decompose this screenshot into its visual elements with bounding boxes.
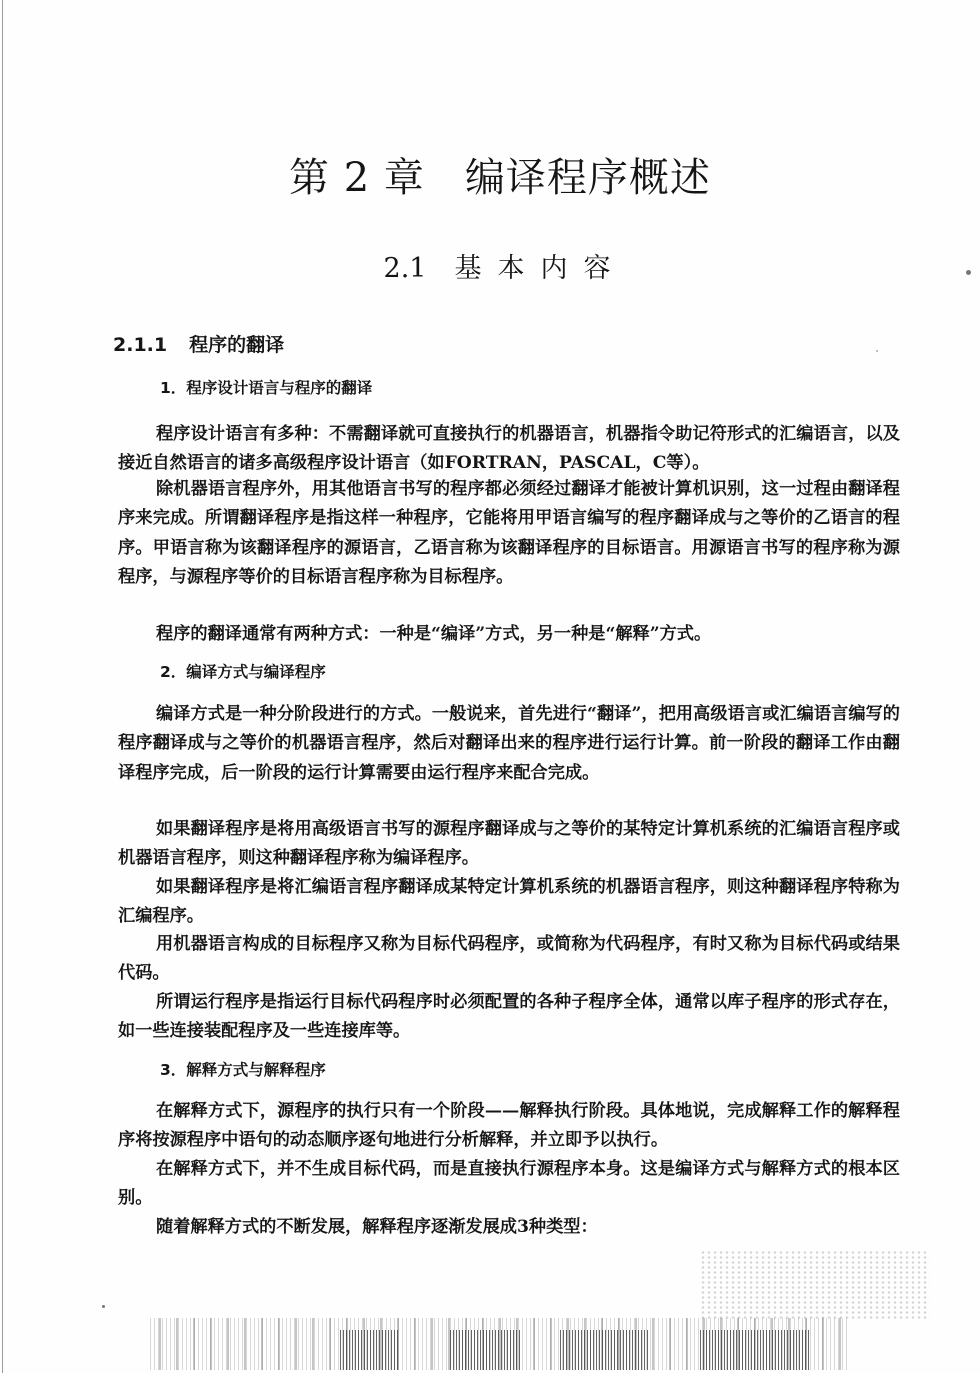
- paragraph-interpret-mode: 在解释方式下，源程序的执行只有一个阶段——解释执行阶段。具体地说，完成解释工作的解释程序将按源程序中语句的动态顺序逐句地进行分析解释，并立即予以执行。: [118, 1101, 900, 1151]
- scan-noise-dark: [450, 1330, 520, 1370]
- section-title: [0, 250, 980, 288]
- scan-speck: [876, 350, 878, 352]
- paragraph-compile-mode: 编译方式是一种分阶段进行的方式。一般说来，首先进行“翻译”，把用高级语言或汇编语言编写的程序翻译成与之等价的机器语言程序，然后对翻译出来的程序进行运行计算。前一阶段的翻译工作由翻译程序完成，后一阶段的运行计算需要由运行程序来配合完成。: [118, 704, 900, 783]
- scan-noise-dots: [700, 1250, 930, 1320]
- subsection-title: [113, 331, 284, 359]
- subsection-name: 程序的翻译: [189, 334, 285, 356]
- scan-speck: [966, 270, 971, 275]
- section-number: 2.1: [383, 253, 427, 284]
- paragraph-two-modes: 程序的翻译通常有两种方式：一种是“编译”方式，另一种是“解释”方式。: [156, 624, 712, 644]
- heading-compilation: 2．编译方式与编译程序: [160, 663, 326, 681]
- heading-translation: 1．程序设计语言与程序的翻译: [160, 379, 373, 397]
- chapter-label: 第 2 章: [289, 155, 425, 201]
- scan-noise-dark: [700, 1330, 810, 1370]
- paragraph-target-code: 用机器语言构成的目标程序又称为目标代码程序，或简称为代码程序，有时又称为目标代码或结果代码。: [118, 934, 900, 984]
- section-name: 基本内容: [454, 253, 627, 284]
- paragraph-assembler: 如果翻译程序是将汇编语言程序翻译成某特定计算机系统的机器语言程序，则这种翻译程序特称为汇编程序。: [118, 877, 900, 927]
- paragraph-translator: 除机器语言程序外，用其他语言书写的程序都必须经过翻译才能被计算机识别，这一过程由翻译程序来完成。所谓翻译程序是指这样一种程序，它能将用甲语言编写的程序翻译成与之等价的乙语言的程序。甲语言称为该翻译程序的源语言，乙语言称为该翻译程序的目标语言。用源语言书写的程序称为源程序，与源程序等价的目标语言程序称为目标程序。: [118, 479, 900, 587]
- paragraph-compiler: 如果翻译程序是将用高级语言书写的源程序翻译成与之等价的某特定计算机系统的汇编语言程序或机器语言程序，则这种翻译程序称为编译程序。: [118, 819, 900, 869]
- scan-noise-dark: [340, 1330, 400, 1370]
- scan-noise-dark: [560, 1330, 650, 1370]
- paragraph-runtime: 所谓运行程序是指运行目标代码程序时必须配置的各种子程序全体，通常以库子程序的形式存在，如一些连接装配程序及一些连接库等。: [118, 992, 900, 1042]
- paragraph-languages: 程序设计语言有多种：不需翻译就可直接执行的机器语言，机器指令助记符形式的汇编语言，以及接近自然语言的诸多高级程序设计语言（如FORTRAN，PASCAL，C等）。: [118, 424, 900, 474]
- chapter-name: 编译程序概述: [464, 155, 711, 201]
- scan-speck: [102, 1305, 105, 1308]
- paragraph-three-types: 随着解释方式的不断发展，解释程序逐渐发展成3种类型：: [156, 1217, 598, 1237]
- paragraph-difference: 在解释方式下，并不生成目标代码，而是直接执行源程序本身。这是编译方式与解释方式的根本区别。: [118, 1159, 900, 1209]
- heading-interpretation: 3．解释方式与解释程序: [160, 1061, 326, 1079]
- subsection-number: 2.1.1: [113, 334, 168, 356]
- chapter-title: [0, 150, 980, 206]
